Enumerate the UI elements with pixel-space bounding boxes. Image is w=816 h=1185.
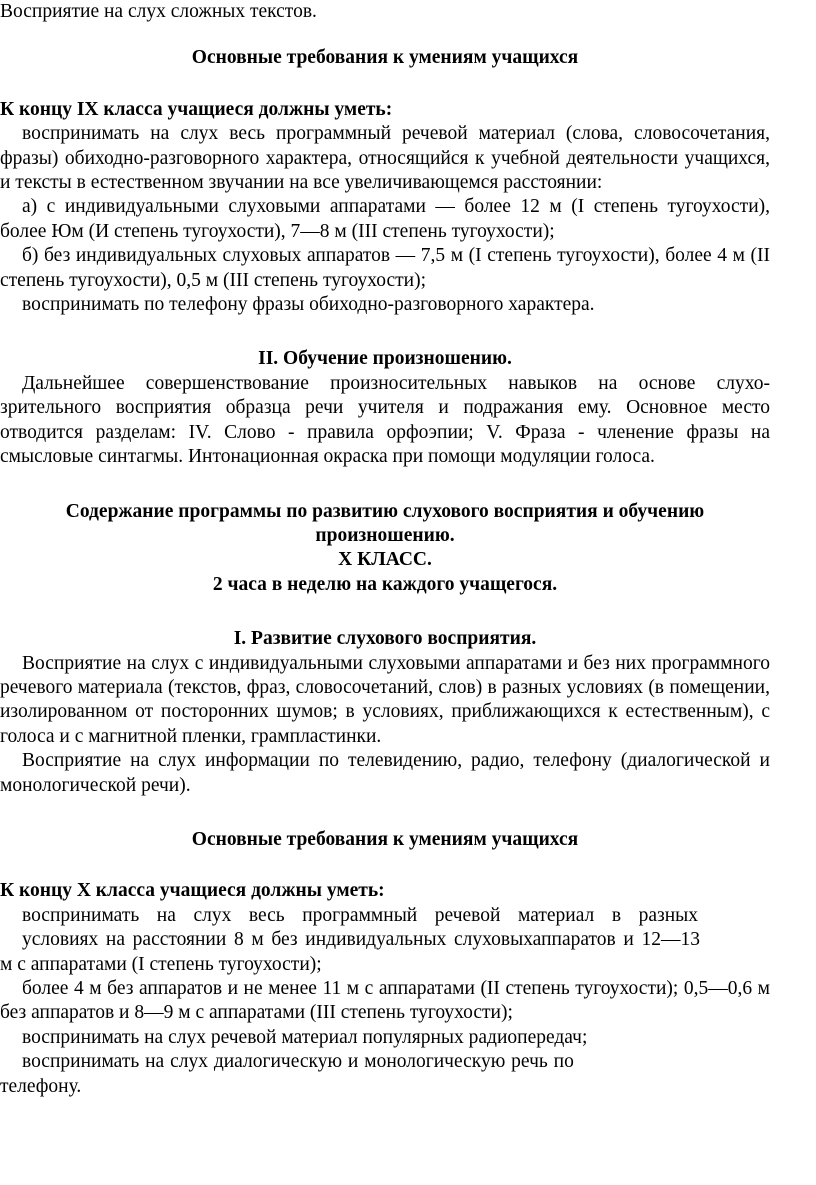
ix-class-heading: К концу IX класса учащиеся должны уметь:	[0, 98, 393, 120]
hours-heading: 2 часа в неделю на каждого учащегося.	[212, 573, 558, 595]
section-1-paragraph-1: Восприятие на слух с индивидуальными слуховыми аппаратами и без них программного речевого материала (текстов, фраз, словосочетаний, слов) в разных условиях (в помещении, изолированном от посторонних шумов; в условиях, приближающихся к естественным), с голоса и с магнитной пленки, грампластинки.	[0, 652, 770, 747]
ix-phone-paragraph: воспринимать по телефону фразы обиходно-разговорного характера.	[22, 294, 595, 316]
x-paragraph-4-line-2: телефону.	[0, 1075, 82, 1097]
section-1-paragraph-2: Восприятие на слух информации по телевидению, радио, телефону (диалогической и монологической речи).	[0, 750, 770, 796]
section-1-heading: I. Развитие слухового восприятия.	[233, 628, 537, 650]
class-heading: X КЛАСС.	[338, 549, 432, 571]
section-2-heading: II. Обучение произношению.	[258, 348, 512, 370]
requirements-heading-2: Основные требования к умениям учащихся	[191, 828, 579, 850]
program-heading: Содержание программы по развитию слухового восприятия и обучению произношению.	[65, 500, 705, 546]
ix-paragraph-1: воспринимать на слух весь программный речевой материал (слова, словосочетания, фразы) обиходно-разговорного характера, относящийся к учебной деятельности учащихся, и тексты в естественном звучании на все увеличивающемся расстоянии:	[0, 123, 770, 194]
x-paragraph-1-line-2: условиях на расстоянии 8 м без индивидуальных слуховыхаппаратов и 12—13	[22, 929, 700, 951]
ix-item-b: б) без индивидуальных слуховых аппаратов — 7,5 м (I степень тугоухости), более 4 м (II степень тугоухости), 0,5 м (III степень тугоухости);	[0, 245, 770, 291]
ix-item-a: а) с индивидуальными слуховыми аппаратами — более 12 м (I степень тугоухости), более Юм (И степень тугоухости), 7—8 м (III степень тугоухости);	[0, 196, 770, 242]
x-paragraph-1-line-3: м с аппаратами (I степень тугоухости);	[0, 953, 322, 975]
x-paragraph-4-line-1: воспринимать на слух диалогическую и монологическую речь по	[22, 1051, 574, 1073]
x-class-heading: К концу X класса учащиеся должны уметь:	[0, 880, 385, 902]
x-paragraph-1-line-1: воспринимать на слух весь программный речевой материал в разных	[22, 904, 698, 926]
x-paragraph-2: более 4 м без аппаратов и не менее 11 м с аппаратами (II степень тугоухости); 0,5—0,6 м без аппаратов и 8—9 м с аппаратами (III степень тугоухости);	[0, 978, 770, 1024]
top-line: Восприятие на слух сложных текстов.	[0, 1, 317, 22]
requirements-heading-1: Основные требования к умениям учащихся	[191, 47, 579, 69]
x-paragraph-3: воспринимать на слух речевой материал популярных радиопередач;	[22, 1026, 588, 1048]
section-2-paragraph: Дальнейшее совершенствование произносительных навыков на основе слухо-зрительного восприятия образца речи учителя и подражания ему. Основное место отводится разделам: IV. Слово - правила орфоэпии; V. Фраза - членение фразы на смысловые синтагмы. Интонационная окраска при помощи модуляции голоса.	[0, 372, 770, 468]
